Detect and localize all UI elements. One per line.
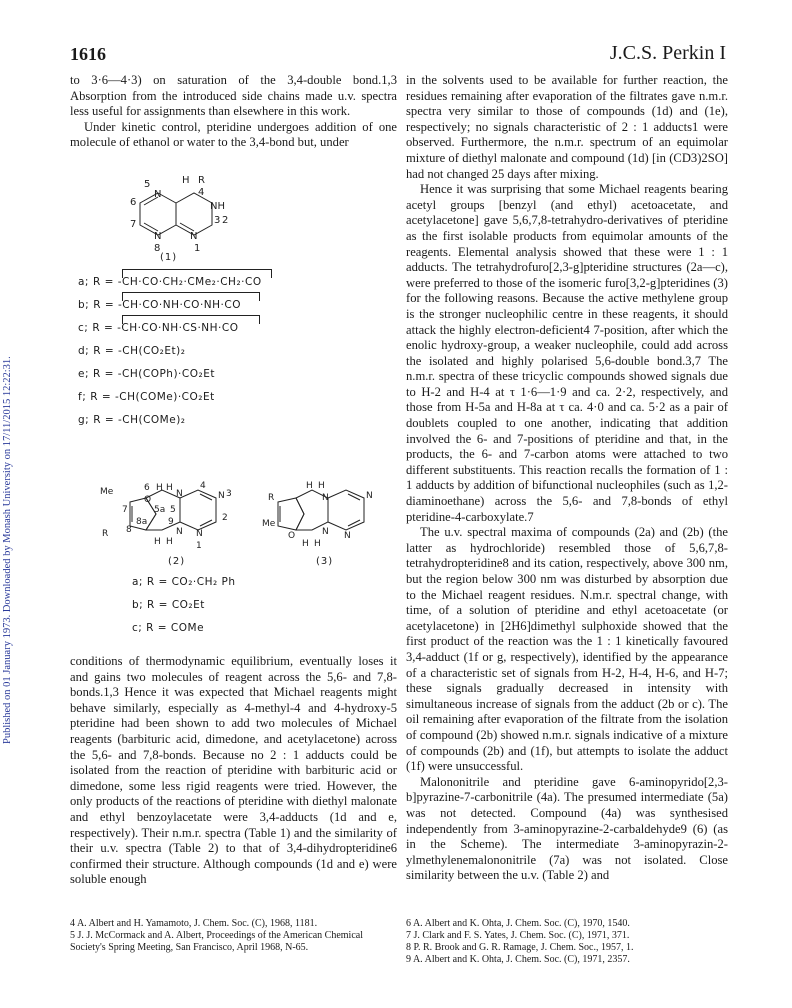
download-note[interactable]: Published on 01 January 1973. Downloaded by Monash University on 17/11/2015 12:22:31. xyxy=(2,356,13,744)
struct-me: Me xyxy=(100,487,114,497)
struct-n: N xyxy=(344,531,351,541)
struct-num: 8a xyxy=(136,517,148,527)
substituent-list-2 xyxy=(132,576,236,645)
struct-num: 9 xyxy=(168,517,174,527)
struct-r: R xyxy=(102,529,109,539)
substituent-2a: a; R = CO₂·CH₂ Ph xyxy=(132,576,236,588)
footnotes-right xyxy=(406,918,728,966)
struct-h: H xyxy=(154,537,161,547)
footnote: 7 J. Clark and F. S. Yates, J. Chem. Soc. (C), 1971, 371. xyxy=(406,930,630,941)
struct-num: 7 xyxy=(122,505,128,515)
left-column-bottom xyxy=(70,654,397,888)
struct-n: N xyxy=(176,527,183,537)
struct-num: 1 xyxy=(194,243,201,254)
left-column-top xyxy=(70,73,397,151)
struct-h: H xyxy=(182,175,190,186)
paragraph: conditions of thermodynamic equilibrium, eventually loses it and gains two molecules of reagent across the 5,6- and 7,8-bonds.1,3 Hence it was expected that Michael reagents might behave similarly, especially as 4-methyl-4 and 4-hydroxy-5 pteridine had been shown to add two molecules of Michael reagents (barbituric acid, dimedone, and acetylacetone) across the 5,6- and 7,8-bonds. Because no 2 : 1 adducts could be isolated from the reaction of pteridine with barbituric acid or dimedone, some less rigid reagents were tried. However, the only products of the reactions of pteridine with diethyl malonate and ethyl benzoylacetate were 3,4-adducts (1d and e, respectively). Their n.m.r. spectra (Table 1) and the similarity of their u.v. spectra (Table 2) to that of 3,4-dihydropteridine6 confirmed their structure. Although compounds (1d and e) were soluble enough xyxy=(70,654,397,887)
footnote: 5 J. J. McCormack and A. Albert, Proceedings of the American Chemical Society's Spring Meeting, San Francisco, April 1968, N-65. xyxy=(70,930,363,953)
struct-r: R xyxy=(268,493,275,503)
footnote: 9 A. Albert and K. Ohta, J. Chem. Soc. (C), 1971, 2357. xyxy=(406,954,630,965)
paragraph: Hence it was surprising that some Michael reagents bearing acetyl groups [benzyl (and ethyl) acetoacetate, and acetylacetone] gave 5,6,7,8-tetrahydro-derivatives of pteridine as the first isolable products from equimolar amounts of the reagents. Elemental analysis showed that these were 1 : 1 adducts. The tetrahydrofuro[2,3-g]pteridine structures (2a—c), were preferred to those of the isomeric furo[3,2-g]pteridines (3) for the following reasons. Because the active methylene group is the stronger nucleophilic centre in these reagents, it should attack the highly electron-deficient4 7-position, after which the enolic hydroxy-group, a weaker nucleophile, could add across the isolated and highly polarised 5,6-double bond.3,7 The n.m.r. spectra of these tricyclic compounds showed signals due to H-2 and H-4 at τ 1·6—1·9 and ca. 2·2, respectively, and those from H-5a and H-8a at τ ca. 4·0 and ca. 5·2 as a pair of doublets coupled to one another, indicating that addition involved the 6- and 7-positions of pteridine and that, in the products, the 6- and 7-carbon atoms were attached to two different substituents. This reaction recalls the formation of 1 : 1 adducts by addition of bifunctional nucleophiles (such as 1,2-diaminoethane) across the 5,6- and 7,8-bonds of ethyl pteridine-4-carboxylate.7 xyxy=(406,182,728,524)
struct-num: 4 xyxy=(198,187,205,198)
footnotes-left xyxy=(70,918,397,954)
substituent-c: c; R = -CH·CO·NH·CS·NH·CO xyxy=(78,321,398,344)
compound-label-2: (2) xyxy=(168,556,186,567)
substituent-g: g; R = -CH(COMe)₂ xyxy=(78,414,186,426)
struct-o: O xyxy=(288,531,296,541)
struct-n: N xyxy=(218,491,225,501)
journal-title: J.C.S. Perkin I xyxy=(609,42,726,64)
struct-h: H xyxy=(318,481,325,491)
struct-h: H xyxy=(306,481,313,491)
struct-n: N xyxy=(154,231,162,242)
page-number: 1616 xyxy=(70,44,106,64)
struct-num: 2 xyxy=(222,215,229,226)
substituent-b: b; R = -CH·CO·NH·CO·NH·CO xyxy=(78,298,398,321)
compound-label-1: (1) xyxy=(160,252,178,263)
struct-num: 8 xyxy=(154,243,161,254)
substituent-list-1 xyxy=(78,275,398,436)
paragraph: Under kinetic control, pteridine undergoes addition of one molecule of ethanol or water to the 3,4-bond but, under xyxy=(70,119,397,150)
struct-n: N xyxy=(322,527,329,537)
struct-num: 2 xyxy=(222,513,228,523)
struct-n: N xyxy=(366,491,373,501)
struct-num: 4 xyxy=(200,481,206,491)
struct-o: O xyxy=(144,495,152,505)
struct-nh: NH xyxy=(210,201,225,212)
struct-h: H xyxy=(166,537,173,547)
structure-1-diagram xyxy=(118,175,258,263)
struct-num: 8 xyxy=(126,525,132,535)
struct-num: 1 xyxy=(196,541,202,551)
struct-num: 5a xyxy=(154,505,166,515)
struct-me: Me xyxy=(262,519,276,529)
struct-n: N xyxy=(154,189,162,200)
substituent-a: a; R = -CH·CO·CH₂·CMe₂·CH₂·CO xyxy=(78,275,398,298)
substituent-f: f; R = -CH(COMe)·CO₂Et xyxy=(78,391,215,403)
footnote: 6 A. Albert and K. Ohta, J. Chem. Soc. (C), 1970, 1540. xyxy=(406,918,630,929)
struct-n: N xyxy=(322,493,329,503)
struct-r: R xyxy=(198,175,205,186)
structure-2-diagram xyxy=(96,480,256,552)
struct-h: H xyxy=(166,483,173,493)
substituent-e: e; R = -CH(COPh)·CO₂Et xyxy=(78,368,215,380)
substituent-2c: c; R = COMe xyxy=(132,622,205,634)
struct-num: 3 xyxy=(214,215,221,226)
substituent-2b: b; R = CO₂Et xyxy=(132,599,205,611)
paragraph: in the solvents used to be available for further reaction, the residues remaining after evaporation of the filtrates gave n.m.r. spectra very similar to those of compounds (1d) and (1e), respectively; no signals characteristic of 2 : 1 adducts1 were observed. Furthermore, the n.m.r. spectrum of an equimolar mixture of diethyl malonate and compound (1d) [in (CD3)2SO] had not changed 25 days after mixing. xyxy=(406,73,728,181)
struct-num: 7 xyxy=(130,219,137,230)
struct-h: H xyxy=(314,539,321,549)
paragraph: The u.v. spectral maxima of compounds (2a) and (2b) (the latter as hydrochloride) resembled those of 5,6,7,8-tetrahydropteridine8 and its cation, respectively, above 300 nm, but the region below 300 nm was disturbed by absorption due to the Michael reagent residues. N.m.r. spectral change, with time, of a solution of pteridine and ethyl acetoacetate (or acetylacetone) in [2H6]dimethyl sulphoxide showed that the first product of the reaction was the 1 : 1 kinetically favoured 3,4-adduct (1f or g, respectively), identified by the appearance of a characteristic set of signals from H-2, H-4, H-6, and H-7; these signals gradually decreased in intensity with simultaneous increase of signals from the adduct (2b or c). The oil remaining after evaporation of the filtrate from the isolation of compound (2b) showed n.m.r. signals indicative of a mixture of compounds (2b) and (1f), but attempts to isolate the adduct (1f) were unsuccessful. xyxy=(406,525,728,774)
struct-h: H xyxy=(156,483,163,493)
compound-label-3: (3) xyxy=(316,556,334,567)
struct-num: 5 xyxy=(144,179,151,190)
struct-num: 5 xyxy=(170,505,176,515)
substituent-d: d; R = -CH(CO₂Et)₂ xyxy=(78,345,186,357)
struct-n: N xyxy=(196,529,203,539)
struct-n: N xyxy=(190,231,198,242)
structure-3-diagram xyxy=(262,480,392,552)
struct-num: 6 xyxy=(130,197,137,208)
struct-num: 6 xyxy=(144,483,150,493)
paragraph: Malononitrile and pteridine gave 6-aminopyrido[2,3-b]pyrazine-7-carbonitrile (4a). The presumed intermediate (5a) was not detected. Compound (4a) was synthesised independently from 3-aminopyrazine-2-carbaldehyde9 (6) (as in the Scheme). The intermediate 3-aminopyrazin-2-ylmethylenemalononitrile (7a) was not isolated. Close similarity between the u.v. (Table 2) and xyxy=(406,774,728,883)
footnote: 8 P. R. Brook and G. R. Ramage, J. Chem. Soc., 1957, 1. xyxy=(406,942,634,953)
struct-num: 3 xyxy=(226,489,232,499)
footnote: 4 A. Albert and H. Yamamoto, J. Chem. Soc. (C), 1968, 1181. xyxy=(70,918,318,929)
struct-n: N xyxy=(176,489,183,499)
right-column xyxy=(406,73,728,884)
paragraph: to 3·6—4·3) on saturation of the 3,4-double bond.1,3 Absorption from the introduced side chains made u.v. spectra less useful for assignments than elsewhere in this work. xyxy=(70,73,397,119)
struct-h: H xyxy=(302,539,309,549)
